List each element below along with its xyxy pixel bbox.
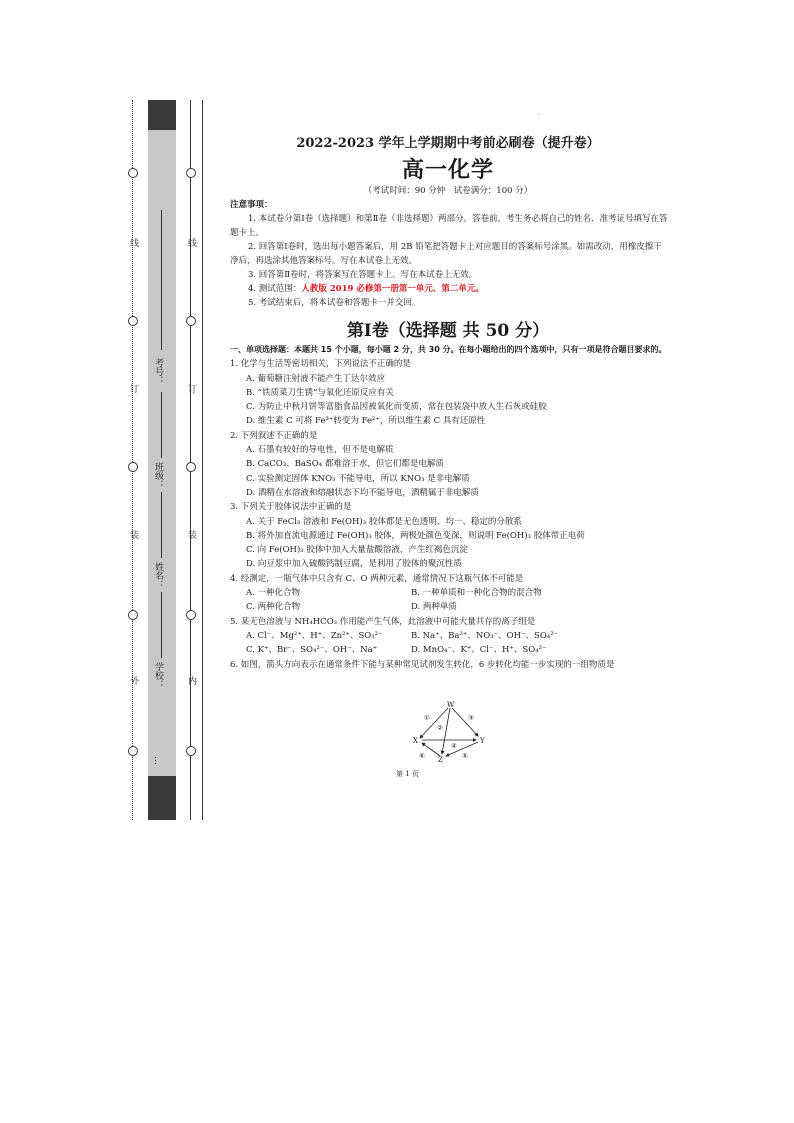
option: A. 石墨有较好的导电性，但不是电解质 — [246, 445, 394, 456]
question-4 — [230, 572, 670, 615]
node-y: Y — [480, 737, 485, 745]
option: D. 两种单质 — [411, 602, 457, 613]
question-stem: 2. 下列叙述不正确的是 — [230, 430, 318, 441]
binding-circle — [186, 462, 196, 472]
question-5 — [230, 615, 670, 658]
step-2: ② — [437, 724, 443, 732]
binding-circle — [186, 746, 196, 756]
option: A. 葡萄糖注射液不能产生丁达尔效应 — [246, 373, 386, 384]
question-3 — [230, 500, 670, 571]
binding-band-bottom — [148, 776, 176, 820]
field-line-name — [161, 492, 162, 558]
field-line-school — [161, 592, 162, 658]
option-row — [230, 643, 670, 657]
option: B. CaCO₃、BaSO₄ 都难溶于水，但它们都是电解质 — [246, 459, 444, 470]
binding-circle — [128, 462, 138, 472]
node-w: W — [447, 701, 455, 709]
option: D. 向豆浆中加入硫酸钙制豆腐，是利用了胶体的聚沉性质 — [246, 559, 462, 570]
arrow-w-y — [452, 708, 478, 736]
exam-meta: （考试时间：90 分钟 试卷满分：100 分） — [363, 186, 533, 196]
option: C. 两种化合物 — [246, 602, 301, 613]
question-6 — [230, 658, 670, 672]
inner-char-nei: 内 — [186, 676, 196, 685]
binding-circle — [128, 168, 138, 178]
option-row — [230, 586, 670, 600]
questions-area — [230, 343, 670, 672]
step-5: ⑤ — [462, 752, 468, 760]
field-line-class — [161, 392, 162, 458]
question-stem: 6. 如图，箭头方向表示在通常条件下能与某种常见试剂发生转化，6 步转化均能一步实现的一组物质是 — [230, 659, 615, 670]
field-label-class: 班级： — [153, 462, 163, 489]
notes-heading: 注意事项： — [230, 200, 273, 210]
note-item: 2. 回答第Ⅰ卷时，选出每小题答案后，用 2B 铅笔把答题卡上对应题目的答案标号涂黑。如需改动，用橡皮擦干净后，再选涂其他答案标号。写在本试卷上无效。 — [230, 242, 662, 266]
option-row — [230, 629, 670, 643]
binding-circle — [128, 746, 138, 756]
field-line-exam-no — [161, 210, 162, 350]
option: B. “铁质菜刀生锈”与氧化还原反应有关 — [246, 387, 394, 398]
note-item: 3. 回答第Ⅱ卷时，将答案写在答题卡上。写在本试卷上无效。 — [248, 270, 478, 280]
conversion-diagram — [410, 700, 490, 762]
note-item-4 — [230, 282, 670, 296]
page-number: 第 1 页 — [396, 770, 419, 778]
outer-char-wai: 外 — [128, 676, 138, 685]
node-x: X — [413, 737, 418, 745]
question-1 — [230, 357, 670, 428]
option: C. K⁺、Br⁻、SO₄²⁻、OH⁻、Na⁺ — [246, 645, 378, 656]
binding-circle — [128, 610, 138, 620]
option: A. 关于 FeCl₃ 溶液和 Fe(OH)₃ 胶体都是无色透明、均一、稳定的分散系 — [246, 516, 522, 527]
field-label-exam-no: 考号： — [153, 358, 163, 385]
exam-title: 2022-2023 学年上学期期中考前必刷卷（提升卷） — [296, 136, 600, 151]
section-instruction: 一、单项选择题：本题共 15 个小题，每小题 2 分，共 30 分。在每小题给出的四个选项中，只有一项是符合题目要求的。 — [230, 345, 667, 354]
option: C. 实验测定固体 KNO₃ 不能导电，所以 KNO₃ 是非电解质 — [246, 473, 470, 484]
notes-section — [230, 198, 670, 310]
binding-circle — [186, 168, 196, 178]
option: B. 一种单质和一种化合物的混合物 — [411, 588, 542, 599]
inner-char-xian: 线 — [186, 238, 196, 247]
inner-char-zhuang: 装 — [186, 530, 196, 539]
inner-dotted-line — [190, 100, 191, 820]
step-1: ① — [424, 714, 430, 722]
field-ellipsis: … — [152, 756, 162, 765]
option: A. Cl⁻、Mg²⁺、H⁺、Zn²⁺、SO₃²⁻ — [246, 630, 383, 641]
note-item: 5. 考试结束后，将本试卷和答题卡一并交回。 — [248, 298, 421, 308]
outer-dotted-line — [132, 100, 133, 820]
binding-band-top — [148, 100, 176, 130]
option: C. 向 Fe(OH)₃ 胶体中加入大量盐酸溶液，产生红褐色沉淀 — [246, 545, 468, 556]
binding-circle — [186, 610, 196, 620]
option-row — [230, 600, 670, 614]
binding-circle — [186, 316, 196, 326]
question-stem: 4. 经测定，一瓶气体中只含有 C、O 两种元素，通常情况下这瓶气体不可能是 — [230, 573, 524, 584]
question-stem: 1. 化学与生活等密切相关，下列说法不正确的是 — [230, 359, 411, 370]
binding-circle — [128, 316, 138, 326]
arrow-w-z — [442, 708, 450, 754]
node-z: Z — [438, 756, 443, 762]
inner-solid-line-2 — [202, 100, 203, 820]
option: B. Na⁺、Ba²⁺、NO₃⁻、OH⁻、SO₄²⁻ — [411, 630, 559, 641]
note-item-4-scope: 人教版 2019 必修第一册第一单元、第二单元。 — [301, 284, 484, 294]
option: C. 为防止中秋月饼等富脂食品因被氧化而变质，常在包装袋中放入生石灰或硅胶 — [246, 402, 547, 413]
note-item: 1. 本试卷分第Ⅰ卷（选择题）和第Ⅱ卷（非选择题）两部分。答卷前，考生务必将自己的姓名、准考证号填写在答题卡上。 — [230, 214, 668, 238]
question-stem: 3. 下列关于胶体说法中正确的是 — [230, 502, 352, 513]
option: B. 将外加直流电源通过 Fe(OH)₃ 胶体，两极处颜色变深，则说明 Fe(OH)₃ 胶体带正电荷 — [246, 530, 585, 541]
note-item-4-prefix: 4. 测试范围： — [248, 284, 302, 294]
step-4: ④ — [451, 742, 457, 750]
outer-char-ding: 订 — [128, 384, 138, 393]
field-label-name: 姓名： — [153, 562, 163, 589]
option: A. 一种化合物 — [246, 588, 301, 599]
field-label-school: 学校： — [153, 662, 163, 689]
corner-dot: · — [538, 112, 540, 119]
arrow-w-x — [420, 708, 448, 738]
binding-band — [148, 100, 176, 820]
question-stem: 5. 某无色溶液与 NH₄HCO₃ 作用能产生气体，此溶液中可能大量共存的离子组是 — [230, 616, 536, 627]
outer-char-xian: 线 — [128, 238, 138, 247]
section-title: 第Ⅰ卷（选择题 共 50 分） — [346, 321, 550, 341]
step-6: ⑥ — [419, 752, 425, 760]
option: D. 酒精在水溶液和熔融状态下均不能导电，酒精属于非电解质 — [246, 487, 479, 498]
step-3: ③ — [468, 714, 474, 722]
question-2 — [230, 429, 670, 500]
option: D. 维生素 C 可将 Fe³⁺转变为 Fe²⁺，所以维生素 C 具有还原性 — [246, 416, 486, 427]
subject-title: 高一化学 — [401, 157, 494, 183]
option: D. MnO₄⁻、K⁺、Cl⁻、H⁺、SO₄²⁻ — [411, 645, 547, 656]
outer-char-zhuang: 装 — [128, 530, 138, 539]
inner-char-ding: 订 — [186, 384, 196, 393]
